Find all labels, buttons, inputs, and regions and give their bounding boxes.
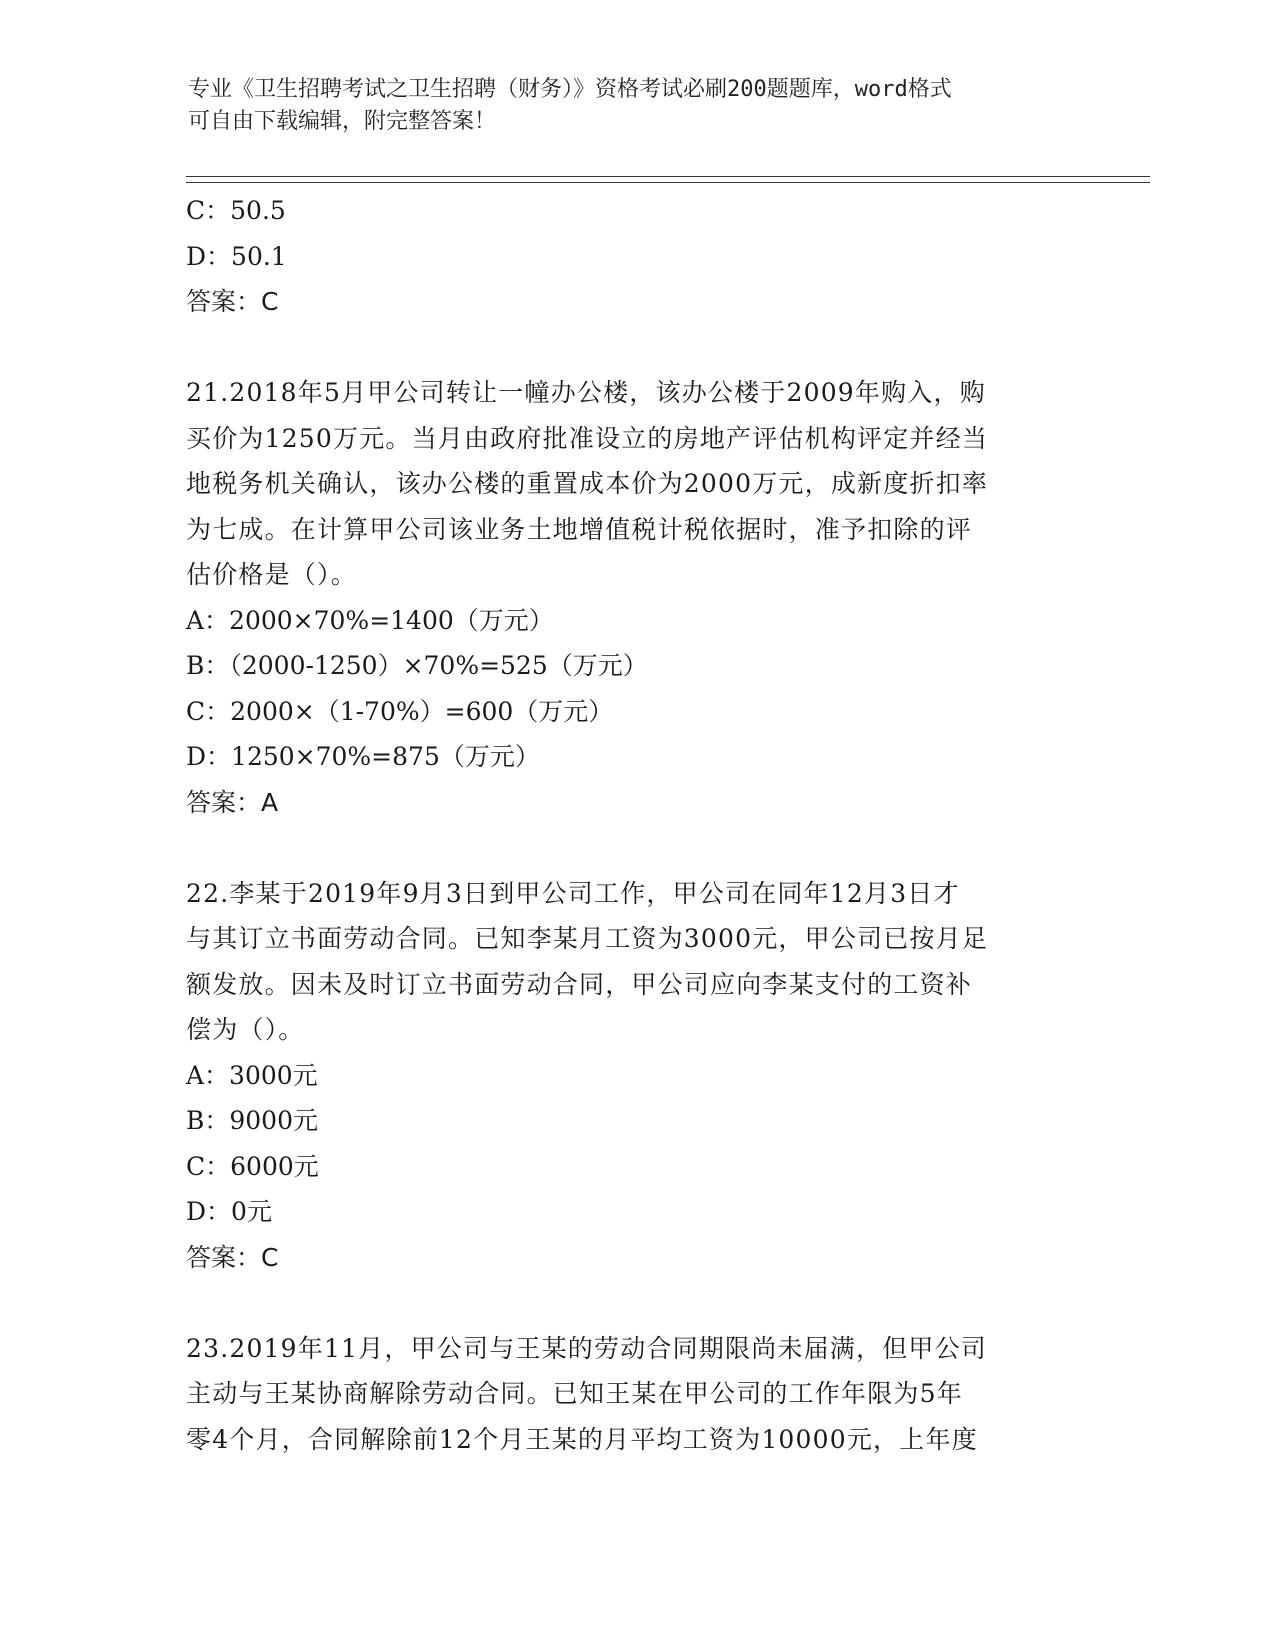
option-b: B：9000元 <box>186 1106 318 1135</box>
question-23 <box>186 1326 1066 1463</box>
page-header <box>188 74 1068 138</box>
question-stem-line: 主动与王某协商解除劳动合同。已知王某在甲公司的工作年限为5年 <box>186 1379 963 1408</box>
header-divider <box>186 176 1150 183</box>
question-stem-line: 21.2018年5月甲公司转让一幢办公楼，该办公楼于2009年购入，购 <box>186 378 986 407</box>
document-body <box>186 188 1066 1462</box>
header-title-line-1: 专业《卫生招聘考试之卫生招聘（财务）》资格考试必刷200题题库，word格式 <box>188 77 952 102</box>
question-stem-line: 偿为（）。 <box>186 1015 305 1044</box>
question-stem-line: 为七成。在计算甲公司该业务土地增值税计税依据时，准予扣除的评 <box>186 514 973 544</box>
option-d: D：1250×70%=875（万元） <box>186 742 540 771</box>
question-22 <box>186 871 1066 1281</box>
question-21 <box>186 370 1066 825</box>
option-c: C：2000×（1-70%）=600（万元） <box>186 696 614 726</box>
spacer <box>186 325 1066 371</box>
question-stem-line: 零4个月，合同解除前12个月王某的月平均工资为10000元，上年度 <box>186 1424 978 1454</box>
option-c: C：6000元 <box>186 1151 319 1181</box>
option-d: D：50.1 <box>186 241 287 271</box>
option-d: D：0元 <box>186 1197 272 1226</box>
question-stem-line: 地税务机关确认，该办公楼的重置成本价为2000万元，成新度折扣率 <box>186 469 989 498</box>
answer: 答案：C <box>186 287 279 316</box>
header-title-line-2: 可自由下载编辑，附完整答案！ <box>188 109 497 134</box>
question-stem-line: 估价格是（）。 <box>186 560 357 589</box>
answer: 答案：A <box>186 787 279 817</box>
option-a: A：3000元 <box>186 1060 318 1090</box>
question-stem-line: 买价为1250万元。当月由政府批准设立的房地产评估机构评定并经当 <box>186 423 989 453</box>
option-a: A：2000×70%=1400（万元） <box>186 605 554 635</box>
spacer <box>186 1280 1066 1326</box>
question-stem-line: 22.李某于2019年9月3日到甲公司工作，甲公司在同年12月3日才 <box>186 878 960 908</box>
question-stem-line: 与其订立书面劳动合同。已知李某月工资为3000元，甲公司已按月足 <box>186 924 989 953</box>
answer: 答案：C <box>186 1242 279 1272</box>
spacer <box>186 825 1066 871</box>
option-b: B：（2000-1250）×70%=525（万元） <box>186 651 648 680</box>
question-stem-line: 23.2019年11月，甲公司与王某的劳动合同期限尚未届满，但甲公司 <box>186 1333 987 1363</box>
option-c: C：50.5 <box>186 196 286 225</box>
question-stem-line: 额发放。因未及时订立书面劳动合同，甲公司应向李某支付的工资补 <box>186 969 973 999</box>
